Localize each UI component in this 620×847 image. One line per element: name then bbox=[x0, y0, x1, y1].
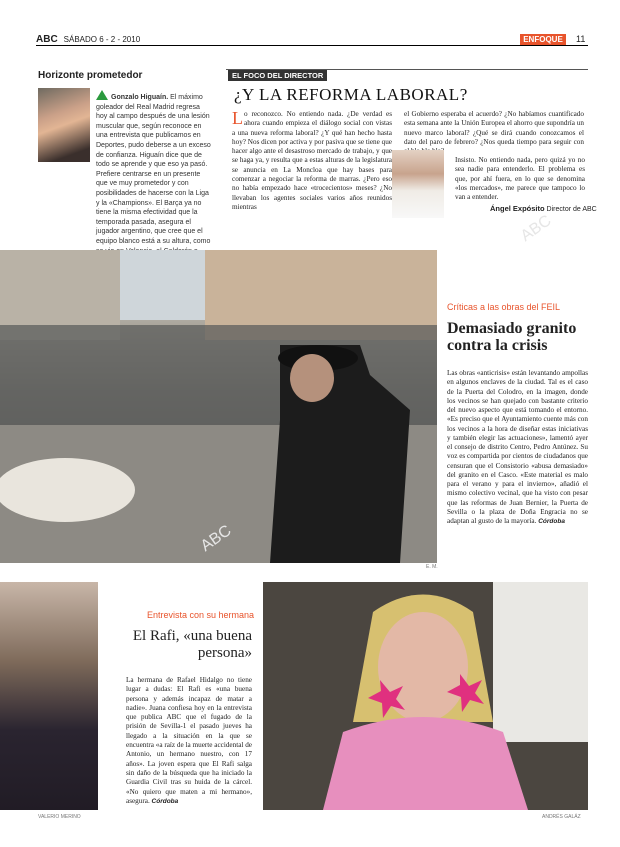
brief-text: El máximo goleador del Real Madrid regresa hoy al campo después de una lesión muscular que, según reconoce en una entrevista que publicamos en Deportes, pudo deberse a un exceso de confianza. Higuaín dice que de todo se aprende y que eso ya pasó. Prefiere centrarse en un presente que ve muy prometedor y con posibilidades de hacerse con la Liga y la «Champions». El Barça ya no tiene la misma efectividad que la temporada pasada, asegura el jugador argentino, que cree que el equipo blanco está a su altura, como bbox=[96, 94, 211, 245]
director-column-1 bbox=[232, 110, 392, 212]
portrait-scene bbox=[263, 582, 588, 810]
feil-kicker: Críticas a las obras del FEIL bbox=[447, 302, 561, 312]
rafi-sister-photo bbox=[263, 582, 588, 810]
feil-text: Las obras «anticrisis» están levantando ampollas en algunos enclaves de la ciudad. Tal es el caso de la Puerta del Colodro, en la imagen, donde los vecinos se han quejado con bastante criterio del nuevo aspecto que está tomando el entorno. «Es preciso que el Ayuntamiento cuente más con los vecinos a la hora de diseñar estas iniciativas y también elegir las actuaciones», lamentó ayer el consejo de distrito Centro, Pedro Antúnez. Su voz es compartida por cientos de ciudadanos que censuran que el Consistorio «abusa demasiado» del granito en el Casco. «Este material es malo para el verano y para el invierno», añadió el mismo colectivo vecinal, que ha visto con pesar que las reformas de Juan Bernier, la Puerta de Sevilla o la plaza de Doña Engracia no se adaptan al gusto de la mayoría. bbox=[447, 369, 588, 525]
rafi-credit-right: ANDRÉS GALÁZ bbox=[542, 814, 581, 820]
rafi-text: La hermana de Rafael Hidalgo no tiene lugar a dudas: El Rafi es «una buena persona y además incapaz de matar a nadie». Juana confiesa hoy en la entrevista que publica ABC que el fugado de la prisión de Sevilla-1 el pasado jueves ha llegado a la situación en la que se encuentra «a raíz de la muerte accidental de Antonio, un hermano nuestro, con 17 años». La joven espera que El Rafi salga sin daño de la búsqueda que ha iniciado la Guardia Civil tras su huida de la cárcel. «No quiero que maten a mi hermano», asegura. bbox=[126, 676, 252, 805]
brief-name: Gonzalo Higuaín. bbox=[111, 94, 169, 101]
director-text-1: o reconozco. No entiendo nada. ¿De verdad es ahora cuando empieza el diálogo social con vistas a una nueva reforma laboral? ¿Y qué han hecho hasta hoy? Nos dicen por activa y por pasiva que se tiene que hacer algo ante el desastroso mercado de trabajo, y que se haga ya, y resulta que a estas alturas de la legislatura se anuncia en La Moncloa que hay bases para comenzar a negociar la reforma de marras. ¿Pero eso no había empezado hace «trocecientos» meses? ¿No llevaban los agentes sociales varios años reunidos mientras bbox=[232, 110, 392, 211]
rafi-kicker: Entrevista con su hermana bbox=[147, 610, 255, 620]
watermark: ABC bbox=[517, 212, 555, 245]
page-number: 11 bbox=[576, 34, 586, 44]
rafi-photo-left bbox=[0, 582, 98, 810]
header-rule bbox=[36, 45, 588, 46]
signature-name: Ángel Expósito bbox=[490, 204, 545, 213]
brief-title: Horizonte prometedor bbox=[38, 70, 143, 81]
rafi-body bbox=[126, 676, 252, 806]
brand: ABC bbox=[36, 34, 58, 45]
drop-cap: L bbox=[232, 108, 243, 128]
date: SÁBADO 6 - 2 - 2010 bbox=[63, 35, 141, 44]
brief-body bbox=[38, 90, 211, 266]
director-photo bbox=[392, 150, 444, 218]
rafi-headline: El Rafi, «una buena persona» bbox=[132, 628, 252, 661]
director-column-2b: Insisto. No entiendo nada, pero quizá yo no sea nadie para entenderlo. El problema es que, por ahí fuera, en lo que se denomina «los mercados», me parece que tampoco lo van a entender. bbox=[455, 156, 585, 202]
rafi-city: Córdoba bbox=[151, 797, 179, 805]
section-tag: ENFOQUE bbox=[520, 34, 566, 45]
director-column-2: el Gobierno esperaba el acuerdo? ¿No habíamos cuantificado esta semana ante la Unión Europea el ahorro que supondría un nuevo marco laboral? ¿Qué se dirá cuando conozcamos el dato del paro de febrero? ¿Nos queda tiempo para seguir con bbox=[404, 110, 584, 146]
street-scene bbox=[0, 250, 437, 563]
rafi-credit-left: VALERIO MERINO bbox=[38, 814, 81, 820]
header-brand-date bbox=[36, 34, 140, 45]
watermark: ABC bbox=[197, 522, 235, 555]
feil-city: Córdoba bbox=[538, 518, 565, 525]
colodro-photo bbox=[0, 250, 437, 563]
arrow-up-icon bbox=[96, 90, 108, 100]
feil-headline: Demasiado granito contra la crisis bbox=[447, 320, 577, 354]
director-label: EL FOCO DEL DIRECTOR bbox=[228, 70, 327, 81]
feil-body bbox=[447, 369, 588, 526]
feil-photo-credit: E. M. bbox=[426, 564, 438, 570]
director-headline: ¿Y LA REFORMA LABORAL? bbox=[234, 85, 468, 104]
signature-role: Director de ABC bbox=[546, 206, 597, 213]
